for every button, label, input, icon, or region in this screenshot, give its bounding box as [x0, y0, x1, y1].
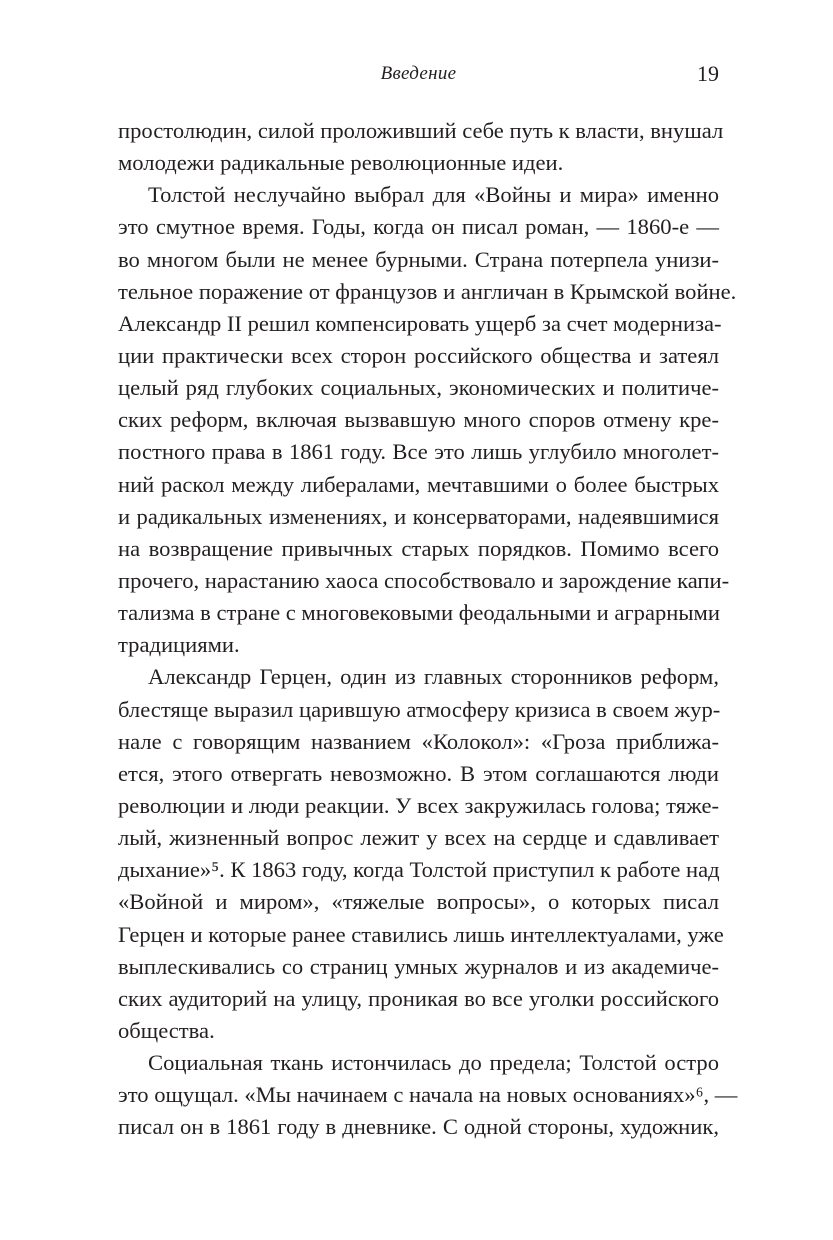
text-line: дыхание»⁵. К 1863 году, когда Толстой приступил к работе над — [118, 857, 720, 883]
text-line: Толстой неслучайно выбрал для «Войны и мира» именно — [148, 182, 719, 208]
page-number: 19 — [697, 61, 719, 86]
text-line: Александр Герцен, один из главных сторонников реформ, — [148, 664, 719, 690]
text-line: это смутное время. Годы, когда он писал роман, — 1860-е — — [118, 214, 719, 240]
body-text — [118, 115, 738, 1144]
text-line: Социальная ткань истончилась до предела; Толстой остро — [148, 1050, 719, 1076]
paragraph — [118, 115, 724, 179]
text-line: Герцен и которые ранее ставились лишь интеллектуалами, уже — [118, 921, 724, 947]
paragraph — [118, 179, 737, 661]
chapter-title: Введение — [380, 63, 457, 84]
text-line: и радикальных изменениях, и консерваторами, надеявшимися — [118, 503, 719, 529]
text-line: выплескивались со страниц умных журналов и из академиче- — [118, 953, 719, 979]
text-line: революции и люди реакции. У всех закружилась голова; тяже- — [118, 792, 719, 818]
text-line: тализма в стране с многовековыми феодальными и аграрными — [118, 600, 720, 626]
text-line: ний раскол между либералами, мечтавшими о более быстрых — [118, 471, 719, 497]
text-line: общества. — [118, 1017, 215, 1043]
text-line: на возвращение привычных старых порядков. Помимо всего — [118, 535, 719, 561]
text-line: тельное поражение от французов и англичан в Крымской войне. — [118, 278, 737, 304]
paragraph — [118, 661, 724, 1047]
text-line: «Войной и миром», «тяжелые вопросы», о которых писал — [118, 889, 719, 915]
text-line: целый ряд глубоких социальных, экономических и политиче- — [118, 375, 719, 401]
text-line: ских реформ, включая вызвавшую много споров отмену кре- — [118, 407, 719, 433]
text-line: прочего, нарастанию хаоса способствовало и зарождение капи- — [118, 567, 730, 593]
text-line: постного права в 1861 году. Все это лишь углубило многолет- — [118, 439, 719, 465]
paragraph — [118, 1047, 738, 1143]
text-line: лый, жизненный вопрос лежит у всех на сердце и сдавливает — [118, 825, 719, 851]
text-line: ских аудиторий на улицу, проникая во все уголки российского — [118, 985, 719, 1011]
text-line: молодежи радикальные революционные идеи. — [118, 150, 564, 176]
running-header — [118, 61, 719, 89]
text-line: блестяще выразил царившую атмосферу кризиса в своем жур- — [118, 696, 721, 722]
text-line: ется, этого отвергать невозможно. В этом соглашаются люди — [118, 760, 719, 786]
text-line: Александр II решил компенсировать ущерб за счет модерниза- — [118, 310, 722, 336]
text-line: простолюдин, силой проложивший себе путь к власти, внушал — [118, 118, 724, 143]
text-line: писал он в 1861 году в дневнике. С одной стороны, художник, — [118, 1114, 719, 1140]
text-line: нале с говорящим названием «Колокол»: «Гроза приближа- — [118, 728, 719, 754]
text-line: это ощущал. «Мы начинаем с начала на новых основаниях»⁶, — — [118, 1082, 738, 1108]
text-line: во многом были не менее бурными. Страна потерпела унизи- — [118, 246, 719, 272]
text-line: традициями. — [118, 632, 240, 658]
text-line: ции практически всех сторон российского общества и затеял — [118, 342, 719, 368]
